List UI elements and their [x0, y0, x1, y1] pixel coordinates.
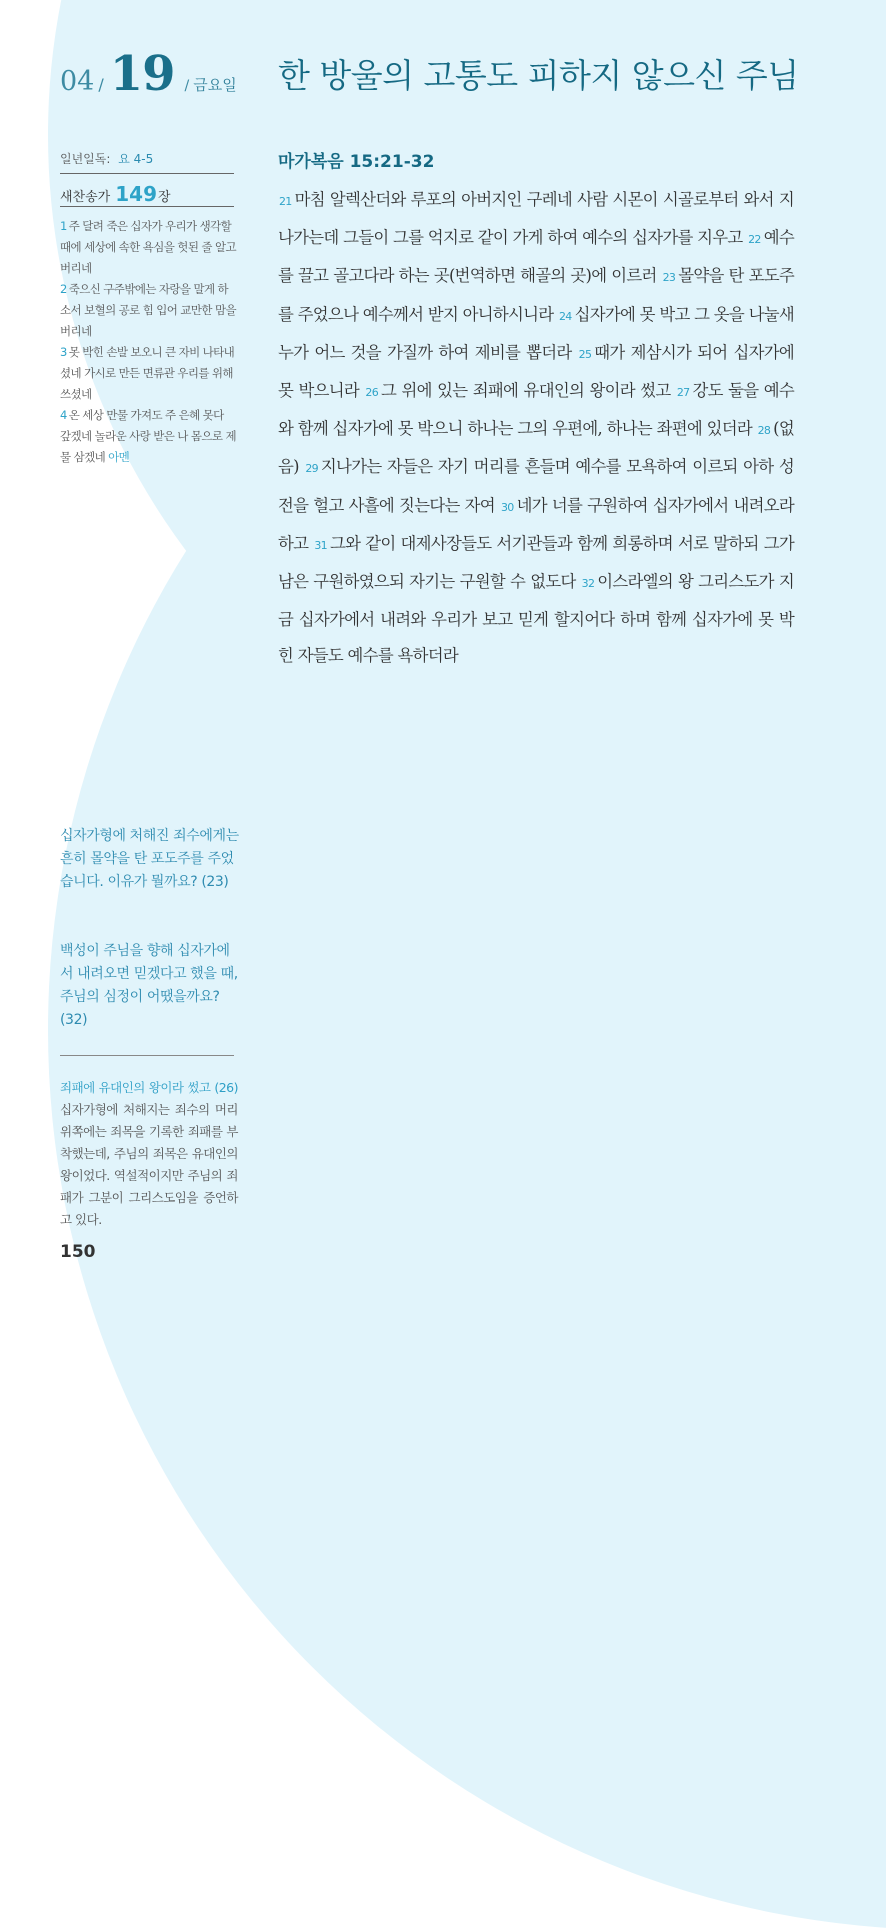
hymn-verse-number: 4	[60, 408, 67, 422]
verse-number: 30	[500, 500, 514, 514]
page-title: 한 방울의 고통도 피하지 않으신 주님	[278, 56, 799, 95]
verse-text: 강도 둘을 예수와 함께 십자가에 못 박으니 하나는 그의 우편에, 하나는 좌편에 있더라	[278, 381, 795, 439]
hymn-verse-text: 못 박힌 손발 보오니 큰 자비 나타내셨네 가시로 만든 면류관 우리를 위해 쓰셨네	[60, 345, 235, 401]
verse-text: 마침 알렉산더와 루포의 아버지인 구레네 사람 시몬이 시골로부터 와서 지나가는데 그들이 그를 억지로 같이 가게 하여 예수의 십자가를 지우고	[278, 190, 794, 248]
date-month: 04	[60, 66, 95, 97]
date-day: 19	[109, 46, 175, 102]
date-separator: /	[98, 75, 104, 94]
passage-reference: 마가복음 15:21-32	[278, 152, 435, 172]
verse-number: 25	[578, 347, 592, 361]
hymn-label: 새찬송가	[60, 190, 111, 205]
page-number: 150	[60, 1242, 96, 1262]
verse-text: (없음)	[278, 419, 794, 477]
hymn-lyrics	[60, 216, 236, 468]
verse-text: 몰약을 탄 포도주를 주었으나 예수께서 받지 아니하시니라	[278, 266, 794, 324]
verse-text: 예수를 끌고 골고다라 하는 곳(번역하면 해골의 곳)에 이르러	[278, 228, 794, 286]
date-weekday: 금요일	[193, 76, 237, 94]
divider	[60, 206, 234, 207]
verse-number: 24	[558, 309, 572, 323]
divider	[60, 1055, 234, 1056]
verse-number: 32	[581, 577, 595, 591]
verse-number: 22	[748, 233, 761, 247]
verse-text: 십자가에 못 박고 그 옷을 나눌새 누가 어느 것을 가질까 하여 제비를 뽑더라	[278, 304, 794, 362]
verse-number: 29	[305, 462, 318, 476]
hymn-verse-text: 온 세상 만물 가져도 주 은혜 못다 갚겠네 놀라운 사랑 받은 나 몸으로 제물 삼겠네	[60, 408, 236, 464]
verse-number: 27	[676, 386, 690, 400]
verse-number: 23	[662, 271, 676, 285]
annual-reading	[60, 150, 153, 167]
date-separator: /	[184, 78, 190, 94]
verse-number: 26	[365, 386, 379, 400]
divider	[60, 173, 234, 174]
reflection-question: 십자가형에 처해진 죄수에게는 흔히 몰약을 탄 포도주를 주었습니다. 이유가 뭘까요? (23)	[60, 828, 239, 890]
reflection-question: 백성이 주님을 향해 십자가에서 내려오면 믿겠다고 했을 때, 주님의 심정이 어땠을까요? (32)	[60, 943, 238, 1028]
verse-text: 이스라엘의 왕 그리스도가 지금 십자가에서 내려와 우리가 보고 믿게 할지어다 하며 함께 십자가에 못 박힌 자들도 예수를 욕하더라	[278, 572, 794, 666]
verse-number: 28	[757, 424, 771, 438]
hymn-verse-text: 죽으신 구주밖에는 자랑을 말게 하소서 보혈의 공로 힘 입어 교만한 맘을 버리네	[60, 282, 236, 338]
commentary-text: 십자가형에 처해지는 죄수의 머리 위쪽에는 죄목을 기록한 죄패를 부착했는데, 주님의 죄목은 유대인의 왕이었다. 역설적이지만 주님의 죄패가 그분이 그리스도임을 증언하고 있다.	[60, 1102, 238, 1227]
date-header	[60, 46, 237, 102]
annual-reading-ref: 요 4-5	[118, 152, 154, 166]
hymn-verse-number: 3	[60, 345, 67, 359]
commentary-note	[60, 1077, 238, 1231]
verse-text: 그와 같이 대제사장들도 서기관들과 함께 희롱하며 서로 말하되 그가 남은 구원하였으되 자기는 구원할 수 없도다	[278, 533, 794, 592]
hymn-verse-number: 1	[60, 219, 67, 233]
scripture-text	[278, 182, 794, 675]
hymn-amen: 아멘	[108, 450, 130, 464]
hymn-number: 149	[115, 182, 157, 206]
verse-number: 31	[314, 538, 327, 552]
hymn-verse-text: 주 달려 죽은 십자가 우리가 생각할 때에 세상에 속한 욕심을 헛된 줄 알고 버리네	[60, 219, 236, 275]
verse-text: 네가 너를 구원하여 십자가에서 내려오라 하고	[278, 495, 794, 553]
hymn-verse-number: 2	[60, 282, 67, 296]
verse-text: 그 위에 있는 죄패에 유대인의 왕이라 썼고	[381, 381, 671, 401]
annual-reading-label: 일년일독:	[60, 152, 111, 166]
commentary-highlight: 죄패에 유대인의 왕이라 썼고 (26)	[60, 1080, 238, 1095]
hymn-suffix: 장	[157, 190, 171, 205]
verse-number: 21	[279, 195, 292, 208]
verse-text: 지나가는 자들은 자기 머리를 흔들며 예수를 모욕하여 이르되 아하 성전을 헐고 사흘에 짓는다는 자여	[278, 457, 794, 515]
hymn-heading	[60, 182, 171, 206]
verse-text: 때가 제삼시가 되어 십자가에 못 박으니라	[278, 342, 795, 401]
